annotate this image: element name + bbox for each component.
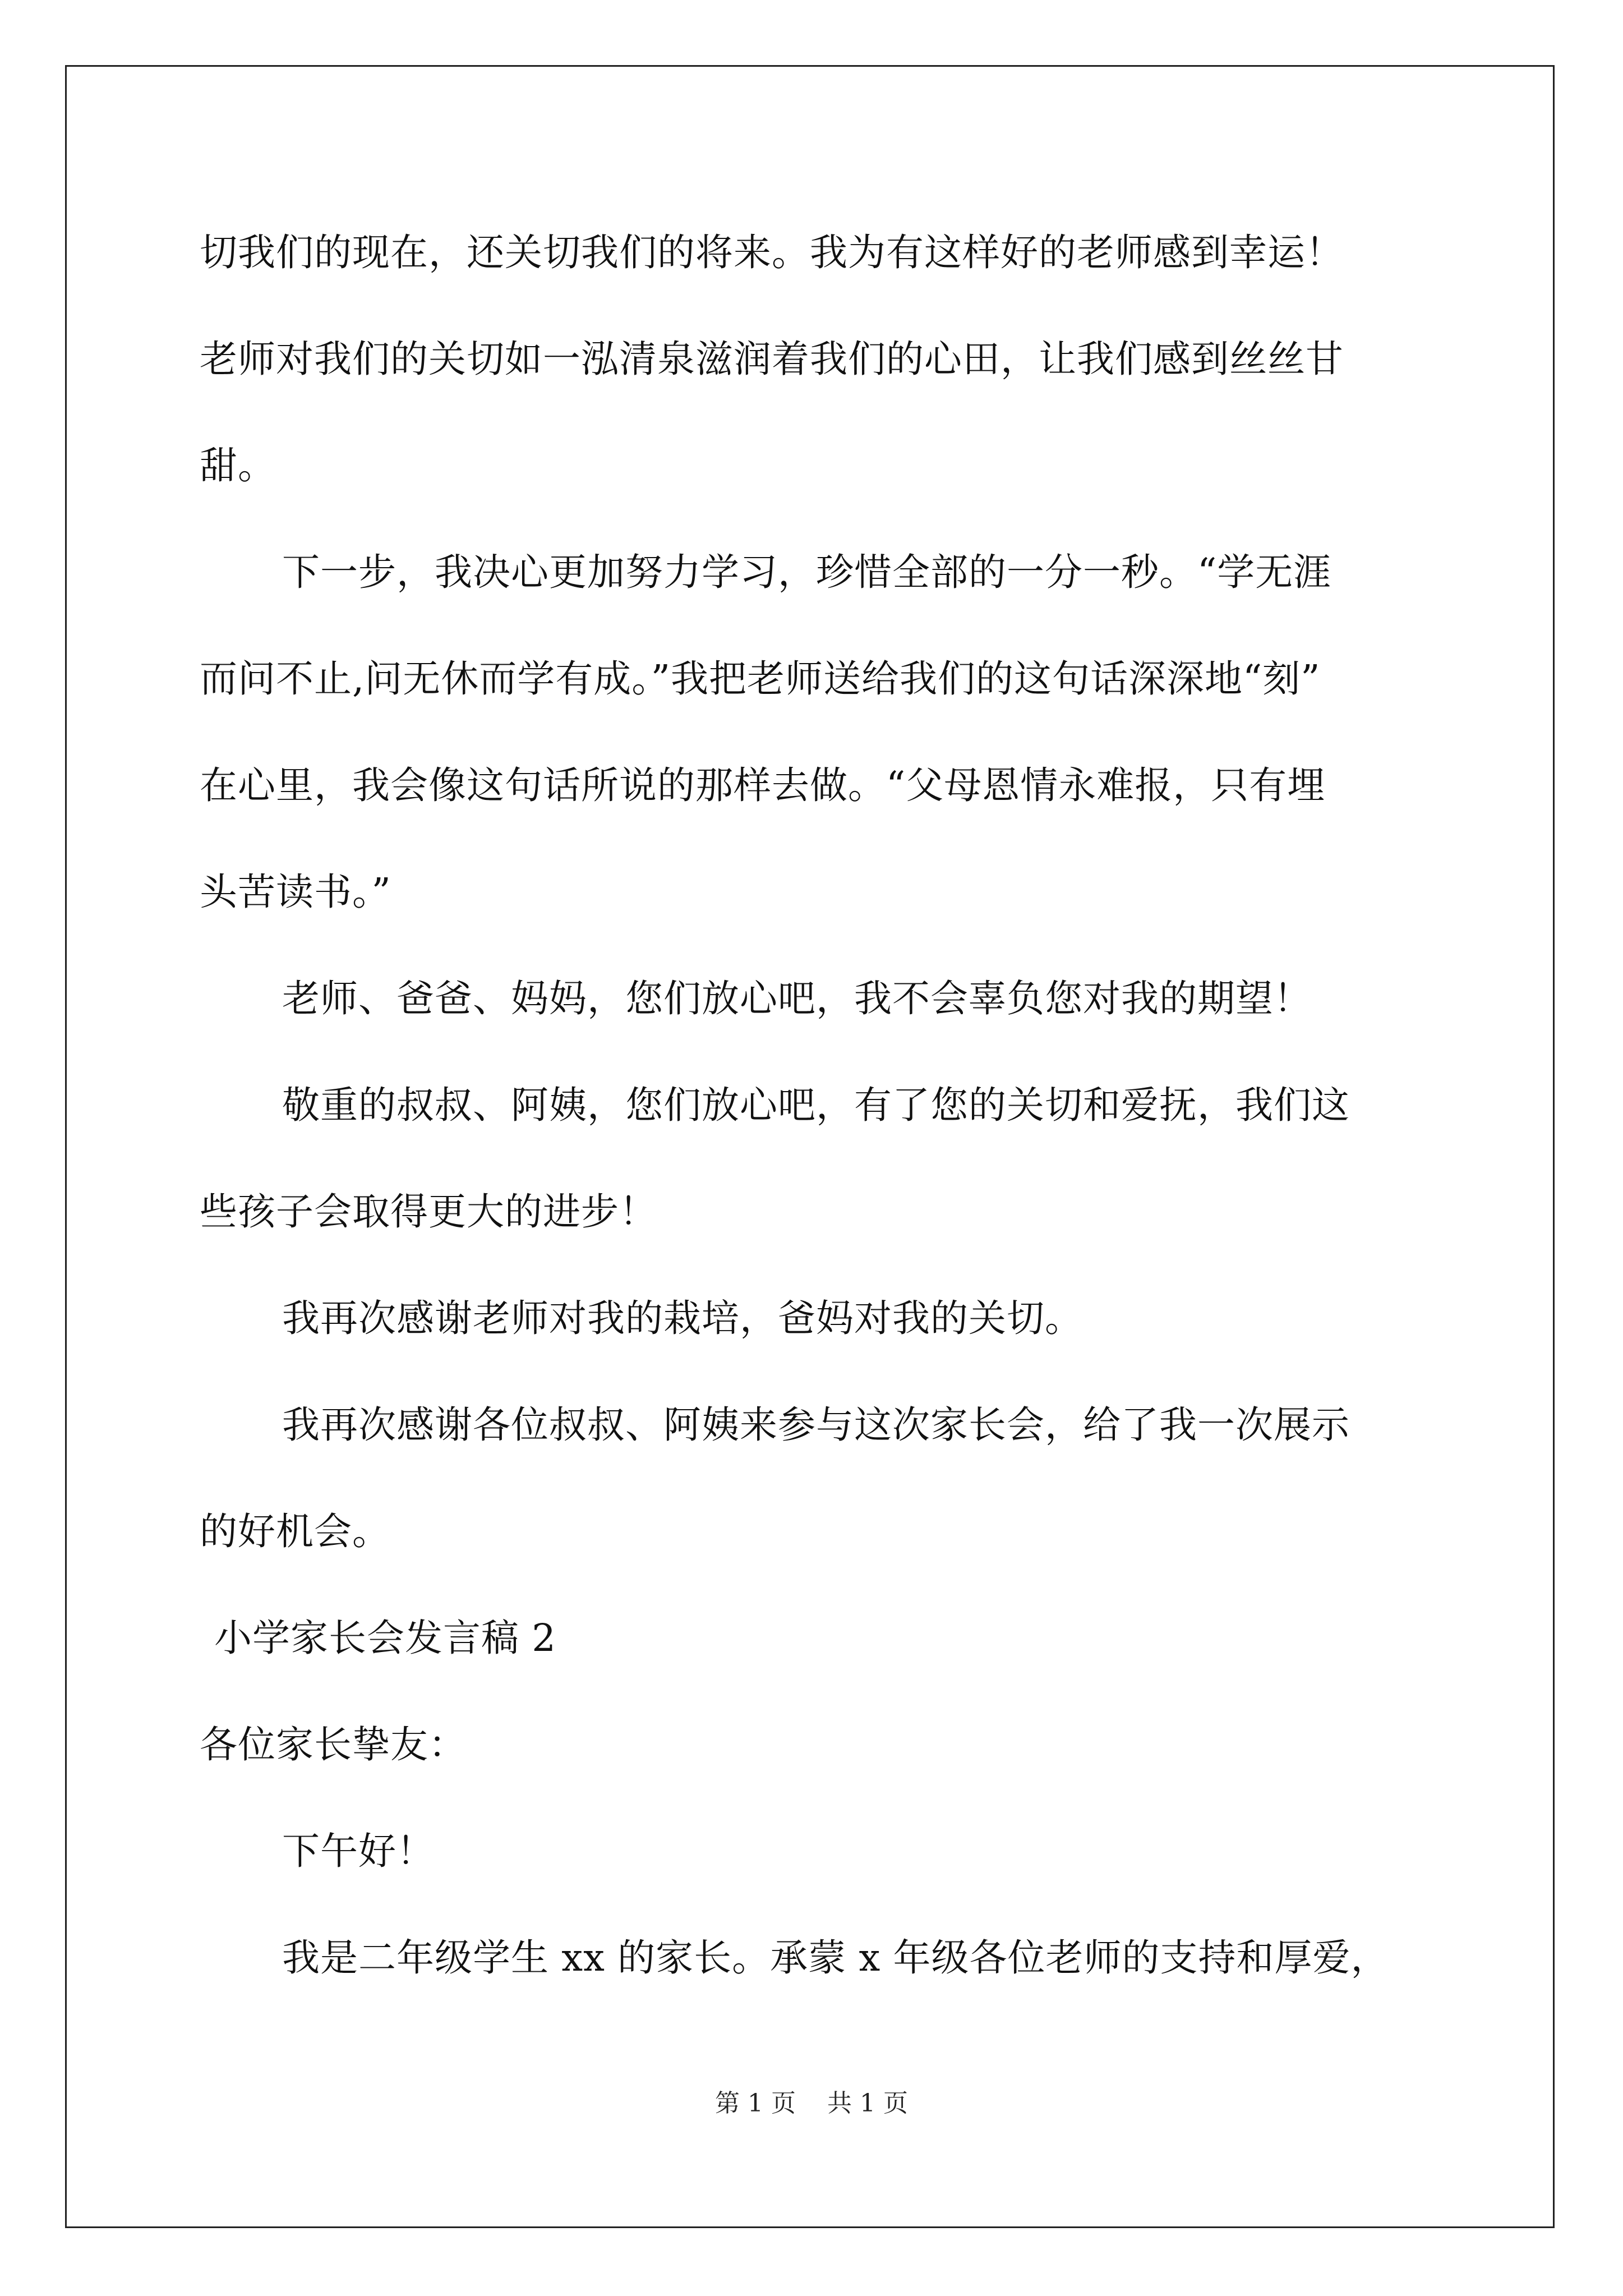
page-number: 第 1 页 (715, 2089, 796, 2118)
paragraph-line: 的好机会。 (200, 1510, 390, 1553)
paragraph-line: 头苦读书。” (200, 870, 391, 914)
section-heading: 小学家长会发言稿 2 (214, 1616, 556, 1660)
paragraph-line: 而问不止,问无休而学有成。”我把老师送给我们的这句话深深地“刻” (200, 657, 1321, 701)
paragraph-line: 在心里，我会像这句话所说的那样去做。“父母恩情永难报，只有埋 (200, 763, 1326, 807)
paragraph-line: 些孩子会取得更大的进步！ (200, 1190, 657, 1234)
page-border (65, 65, 1555, 2228)
paragraph-line: 我再次感谢各位叔叔、阿姨来参与这次家长会，给了我一次展示 (282, 1403, 1350, 1447)
paragraph-line: 老师、爸爸、妈妈，您们放心吧，我不会辜负您对我的期望！ (282, 977, 1312, 1020)
greeting-line: 下午好！ (282, 1829, 435, 1873)
paragraph-line: 甜。 (200, 444, 276, 487)
salutation-line: 各位家长挚友： (200, 1723, 467, 1766)
page-footer (0, 2088, 1623, 2119)
page-total: 共 1 页 (827, 2089, 908, 2118)
paragraph-line: 敬重的叔叔、阿姨，您们放心吧，有了您的关切和爱抚，我们这 (282, 1083, 1350, 1127)
paragraph-line: 我再次感谢老师对我的栽培，爸妈对我的关切。 (282, 1296, 1083, 1340)
paragraph-line: 下一步，我决心更加努力学习，珍惜全部的一分一秒。“学无涯 (282, 550, 1332, 594)
paragraph-line: 我是二年级学生 xx 的家长。承蒙 x 年级各位老师的支持和厚爱， (282, 1936, 1389, 1980)
paragraph-line: 老师对我们的关切如一泓清泉滋润着我们的心田，让我们感到丝丝甘 (200, 337, 1344, 381)
paragraph-line: 切我们的现在，还关切我们的将来。我为有这样好的老师感到幸运！ (200, 231, 1344, 274)
